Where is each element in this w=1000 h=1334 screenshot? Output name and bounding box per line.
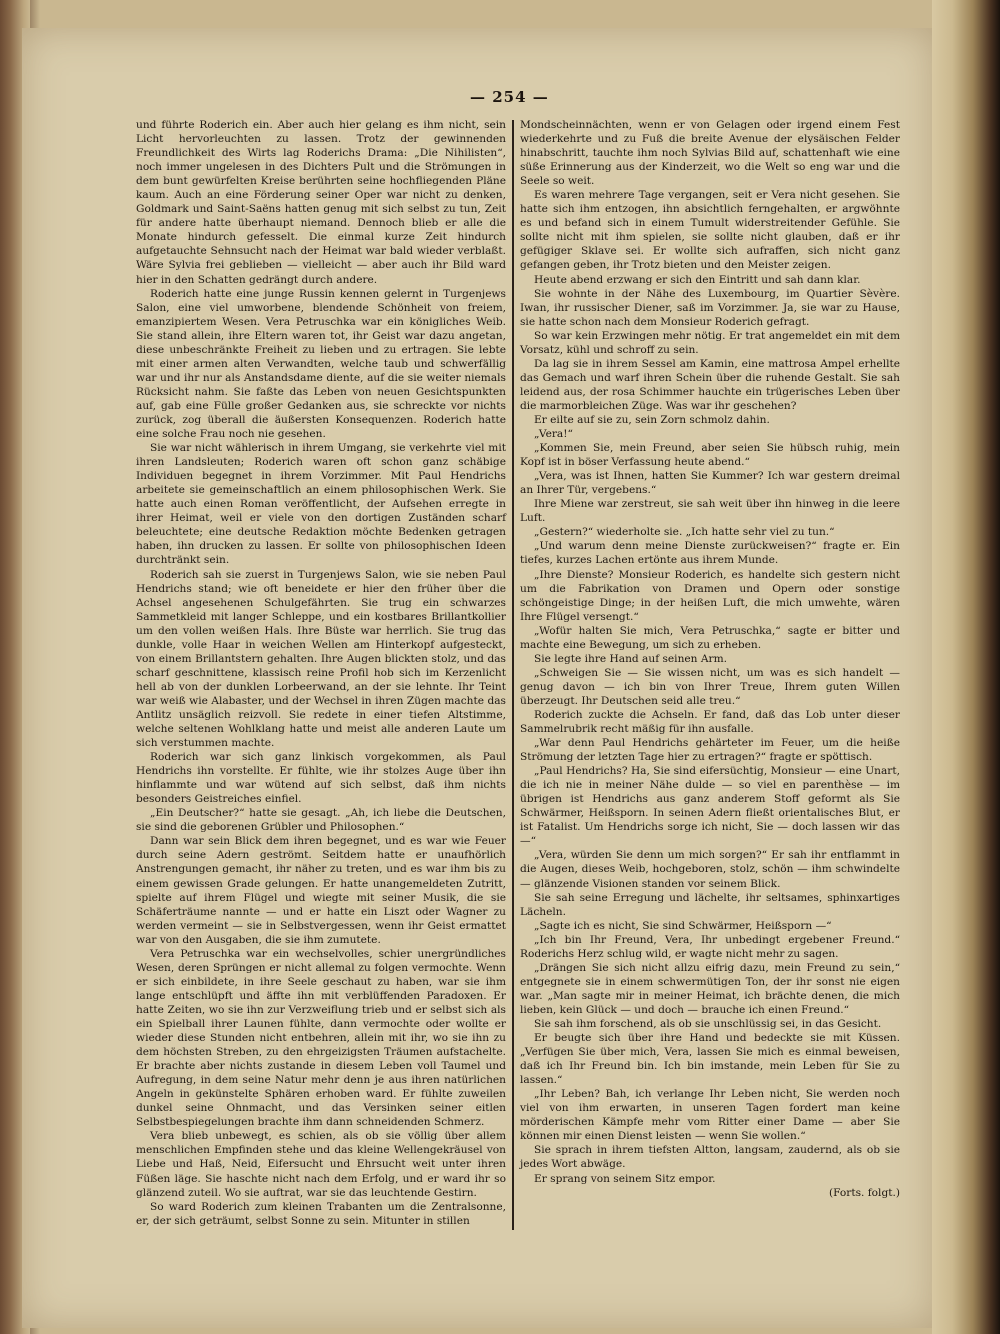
paragraph: Vera Petruschka war ein wechselvolles, schier unergründliches Wesen, deren Sprüngen er nicht allemal zu folgen vermochte. Wenn er sich einbildete, in ihre Seele geschaut zu haben, war sie ihm lange entschlüpft und äffte ihn mit verblüffenden Paradoxen. Er hatte Zeiten, wo sie ihn zur Verzweiflung trieb und er selbst sich als ein Spielball ihrer Launen fühlte, dann vermochte oder wollte er wieder diese Stunden nicht entbehren, allein mit ihr, wo sie ihn zu dem höchsten Streben, zu den ehrgeizigsten Träumen aufstachelte. Er brachte aber nichts zustande in diesem Leben voll Taumel und Aufregung, in dem seine Natur mehr denn je aus ihren natürlichen Angeln in gekünstelte Sphären erhoben ward. Er fühlte zuweilen dunkel seine Ohnmacht, und das Versinken seiner eitlen Selbstbespiegelungen brachte ihm dann schneidenden Schmerz. bbox=[136, 947, 506, 1129]
paragraph: „Sagte ich es nicht, Sie sind Schwärmer, Heißsporn —“ bbox=[534, 919, 832, 932]
book-edge-right bbox=[932, 0, 1000, 1334]
paragraph: Sie sah seine Erregung und lächelte, ihr seltsames, sphinxartiges Lächeln. bbox=[520, 891, 900, 918]
paragraph: Sie sah ihm forschend, als ob sie unschlüssig sei, in das Gesicht. bbox=[534, 1018, 882, 1030]
paragraph: Sie war nicht wählerisch in ihrem Umgang, sie verkehrte viel mit ihren Landsleuten; Roderich waren oft schon ganz schäbige Individuen begegnet in ihrem Vorzimmer. Mit Paul Hendrichs arbeitete sie gemeinschaftlich an einem philosophischen Werk. Sie hatte auch einen Roman veröffentlicht, der Aufsehen erregte in ihrer Heimat, weil er viele von den dortigen Zuständen scharf beleuchtete; eine deutsche Redaktion möchte Bedenken getragen haben, ihn drucken zu lassen. Er sollte von philosophischen Ideen durchtränkt sein. bbox=[136, 442, 506, 567]
paragraph: „Ihre Dienste? Monsieur Roderich, es handelte sich gestern nicht um die Fabrikation von Dramen und Opern oder sonstige schöngeistige Dinge; in der heißen Luft, die mich umwehte, wären Ihre Flügel versengt.“ bbox=[520, 568, 900, 623]
paragraph: Es waren mehrere Tage vergangen, seit er Vera nicht gesehen. Sie hatte sich ihm entzogen, ihn absichtlich ferngehalten, er argwöhnte es und befand sich in einem Tumult widerstreitender Gefühle. Sie sollte nicht mit ihm spielen, sie sollte nicht glauben, daß er ihr gefügiger Sklave sei. Er wollte sich aufraffen, sich nicht ganz gefangen geben, ihr Trotz bieten und den Meister zeigen. bbox=[520, 189, 900, 272]
paragraph: „Ein Deutscher?“ hatte sie gesagt. „Ah, ich liebe die Deutschen, sie sind die geborenen Grübler und Philosophen.“ bbox=[136, 807, 506, 834]
paragraph: „Schweigen Sie — Sie wissen nicht, um was es sich handelt — genug davon — ich bin von Ihrer Treue, Ihrem guten Willen überzeugt. Ihr Deutschen seid alle treu.“ bbox=[520, 666, 900, 707]
paragraph: „Drängen Sie sich nicht allzu eifrig dazu, mein Freund zu sein,“ entgegnete sie in einem schwermütigen Ton, der ihr sonst nie eigen war. „Man sagte mir in meiner Heimat, ich brächte denen, die mich lieben, kein Glück — und doch — brauche ich einen Freund.“ bbox=[520, 961, 900, 1016]
paragraph: „Paul Hendrichs? Ha, Sie sind eifersüchtig, Monsieur — eine Unart, die ich nie in meiner Nähe dulde — so viel en parenthèse — im übrigen ist Hendrichs aus ganz anderem Stoff geformt als Sie Schwärmer, Heißsporn. In seinen Adern fließt orientalisches Blut, er ist Fatalist. Um Hendrichs sorge ich nicht, Sie — doch lassen wir das —“ bbox=[520, 765, 900, 848]
paragraph: und führte Roderich ein. Aber auch hier gelang es ihm nicht, sein Licht hervorleuchten zu lassen. Trotz der gewinnenden Freundlichkeit des Wirts lag Roderichs Drama: „Die Nihilisten“, noch immer ungelesen in des Dichters Pult und die Strömungen in dem bunt gewürfelten Kreise berührten seine hochfliegenden Pläne kaum. Auch an eine Förderung seiner Oper war nicht zu denken, Goldmark und Saint-Saëns hatten genug mit sich selbst zu tun, Zeit für andere hatte überhaupt niemand. Dennoch blieb er alle die Monate hindurch gefesselt. Die einmal kurze Zeit hindurch aufgetauchte Sehnsucht nach der Heimat war bald wieder verblaßt. Wäre Sylvia frei geblieben — vielleicht — aber auch ihr Bild ward hier in den Schatten gedrängt durch andere. bbox=[136, 119, 506, 286]
paragraph: „Vera!“ bbox=[534, 428, 573, 441]
paragraph: Da lag sie in ihrem Sessel am Kamin, eine mattrosa Ampel erhellte das Gemach und warf ihren Schein über die ruhende Gestalt. Sie sah leidend aus, der rosa Schimmer hauchte ein trügerisches Leben über die marmorbleichen Züge. Was war ihr geschehen? bbox=[520, 357, 900, 412]
paragraph: Sie sprach in ihrem tiefsten Altton, langsam, zaudernd, als ob sie jedes Wort abwäge. bbox=[520, 1144, 900, 1171]
continuation-note: (Forts. folgt.) bbox=[828, 1186, 900, 1199]
paragraph: Roderich sah sie zuerst in Turgenjews Salon, wie sie neben Paul Hendrichs stand; wie oft beneidete er hier den früher über die Achsel angesehenen Schulgefährten. Sie trug ein schwarzes Sammetkleid mit langer Schleppe, und ein kostbares Brillantkollier um den vollen weißen Hals. Ihre Büste war herrlich. Sie trug das dunkle, volle Haar in weichen Wellen am Hinterkopf aufgesteckt, von einem Brillantstern gehalten. Ihre Augen blickten stolz, und das scharf geschnittene, klassisch reine Profil hob sich im Kerzenlicht hell ab von der dunklen Lorbeerwand, an der sie lehnte. Ihr Teint war weiß wie Alabaster, und der Wechsel in ihren Zügen machte das Antlitz unsäglich reizvoll. Sie redete in einer tiefen Altstimme, welche seltenen Wohlklang hatte und meist alle anderen Laute um sich verstummen machte. bbox=[136, 568, 506, 750]
paragraph: Roderich hatte eine junge Russin kennen gelernt in Turgenjews Salon, eine viel umworbene, blendende Schönheit von freiem, emanzipiertem Wesen. Vera Petruschka war ein königliches Weib. Sie stand allein, ihre Eltern waren tot, ihr Geist war dazu angetan, diese unbeschränkte Freiheit zu lieben und zu ertragen. Sie lebte mit einer armen alten Verwandten, welche taub und schwerfällig war und ihr nur als Anstandsdame diente, auf die sie weiter niemals Rücksicht nahm. Sie faßte das Leben von neuen Gesichtspunkten auf, gab eine Fülle großer Gedanken aus, sie schreckte vor nichts zurück, zog überall die äußersten Konsequenzen. Roderich hatte eine solche Frau noch nie gesehen. bbox=[136, 287, 506, 441]
paragraph: So war kein Erzwingen mehr nötig. Er trat angemeldet ein mit dem Vorsatz, kühl und schroff zu sein. bbox=[520, 329, 900, 356]
paragraph: „War denn Paul Hendrichs gehärteter im Feuer, um die heiße Strömung der letzten Tage hier zu ertragen?“ fragte er spöttisch. bbox=[520, 737, 900, 764]
paragraph: Er beugte sich über ihre Hand und bedeckte sie mit Küssen. „Verfügen Sie über mich, Vera, lassen Sie mich es einmal beweisen, daß ich Ihr Freund bin. Ich bin imstande, mein Leben für Sie zu lassen.“ bbox=[520, 1032, 900, 1087]
left-column bbox=[136, 118, 506, 1228]
paragraph: Roderich war sich ganz linkisch vorgekommen, als Paul Hendrichs ihn vorstellte. Er fühlte, wie ihr stolzes Auge über ihn hinflammte und war wütend auf sich selbst, daß ihm nichts besonders Geistreiches einfiel. bbox=[136, 751, 506, 806]
paragraph: Er eilte auf sie zu, sein Zorn schmolz dahin. bbox=[534, 413, 770, 426]
paragraph: Dann war sein Blick dem ihren begegnet, und es war wie Feuer durch seine Adern geströmt. Seitdem hatte er unaufhörlich Anstrengungen gemacht, ihr näher zu treten, und es war ihm bis zu einem gewissen Grade gelungen. Er hatte unangemeldeten Zutritt, spielte auf ihrem Flügel und wiegte mit seiner Musik, die sie Schäferträume nannte — und er hatte ein Liszt oder Wagner zu werden vermeint — sie in Selbstvergessen, wenn ihr Geist ermattet war von den Ausgaben, die sie ihm zumutete. bbox=[136, 835, 506, 946]
paragraph: Sie legte ihre Hand auf seinen Arm. bbox=[534, 652, 727, 665]
column-divider bbox=[512, 120, 514, 1230]
paragraph: „Ihr Leben? Bah, ich verlange Ihr Leben nicht, Sie werden noch viel von ihm erwarten, in unseren Tagen fordert man keine mörderischen Kämpfe mehr vom Ritter einer Dame — aber Sie können mir einen Dienst leisten — wenn Sie wollen.“ bbox=[520, 1088, 900, 1143]
paragraph: „Gestern?“ wiederholte sie. „Ich hatte sehr viel zu tun.“ bbox=[534, 526, 835, 539]
page-number: — 254 — bbox=[470, 88, 549, 106]
paragraph: „Wofür halten Sie mich, Vera Petruschka,“ sagte er bitter und machte eine Bewegung, um sich zu erheben. bbox=[520, 624, 900, 651]
paragraph: So ward Roderich zum kleinen Trabanten um die Zentralsonne, er, der sich geträumt, selbst Sonne zu sein. Mitunter in stillen bbox=[136, 1200, 506, 1227]
right-column bbox=[520, 118, 900, 1200]
paragraph: Mondscheinnächten, wenn er von Gelagen oder irgend einem Fest wiederkehrte und zu Fuß die breite Avenue der elysäischen Felder hinabschritt, tauchte ihm noch Sylvias Bild auf, schattenhaft wie eine süße Erinnerung aus der Kinderzeit, wo die Welt so eng war und die Seele so weit. bbox=[520, 119, 900, 188]
paragraph: Sie wohnte in der Nähe des Luxembourg, im Quartier Sèvère. Iwan, ihr russischer Diener, saß im Vorzimmer. Ja, sie war zu Hause, sie hatte schon nach dem Monsieur Roderich gefragt. bbox=[520, 287, 900, 328]
paragraph: Roderich zuckte die Achseln. Er fand, daß das Lob unter dieser Sammelrubrik recht mäßig für ihn ausfalle. bbox=[520, 708, 900, 736]
paragraph: „Und warum denn meine Dienste zurückweisen?“ fragte er. Ein tiefes, kurzes Lachen ertönte aus ihrem Munde. bbox=[520, 540, 900, 567]
paragraph: Vera blieb unbewegt, es schien, als ob sie völlig über allem menschlichen Empfinden stehe und das kleine Wellengekräusel von Liebe und Haß, Neid, Eifersucht und Ehrsucht weit unter ihren Füßen läge. Sie haschte nicht nach dem Erfolg, und er ward ihr so glänzend zuteil. Wo sie auftrat, war sie das leuchtende Gestirn. bbox=[136, 1130, 506, 1199]
paragraph: Er sprang von seinem Sitz empor. bbox=[534, 1172, 716, 1185]
paragraph: „Kommen Sie, mein Freund, aber seien Sie hübsch ruhig, mein Kopf ist in böser Verfassung heute abend.“ bbox=[520, 442, 900, 469]
paragraph: „Vera, würden Sie denn um mich sorgen?“ Er sah ihr entflammt in die Augen, dieses Weib, hochgeboren, stolz, schön — ihm schwindelte — glänzende Visionen standen vor seinem Blick. bbox=[520, 849, 900, 890]
paragraph: Ihre Miene war zerstreut, sie sah weit über ihn hinweg in die leere Luft. bbox=[520, 498, 900, 525]
paragraph: „Vera, was ist Ihnen, hatten Sie Kummer? Ich war gestern dreimal an Ihrer Tür, vergebens.“ bbox=[520, 470, 900, 497]
paragraph: „Ich bin Ihr Freund, Vera, Ihr unbedingt ergebener Freund.“ Roderichs Herz schlug wild, er wagte nicht mehr zu sagen. bbox=[520, 933, 900, 960]
paragraph: Heute abend erzwang er sich den Eintritt und sah dann klar. bbox=[534, 273, 861, 286]
